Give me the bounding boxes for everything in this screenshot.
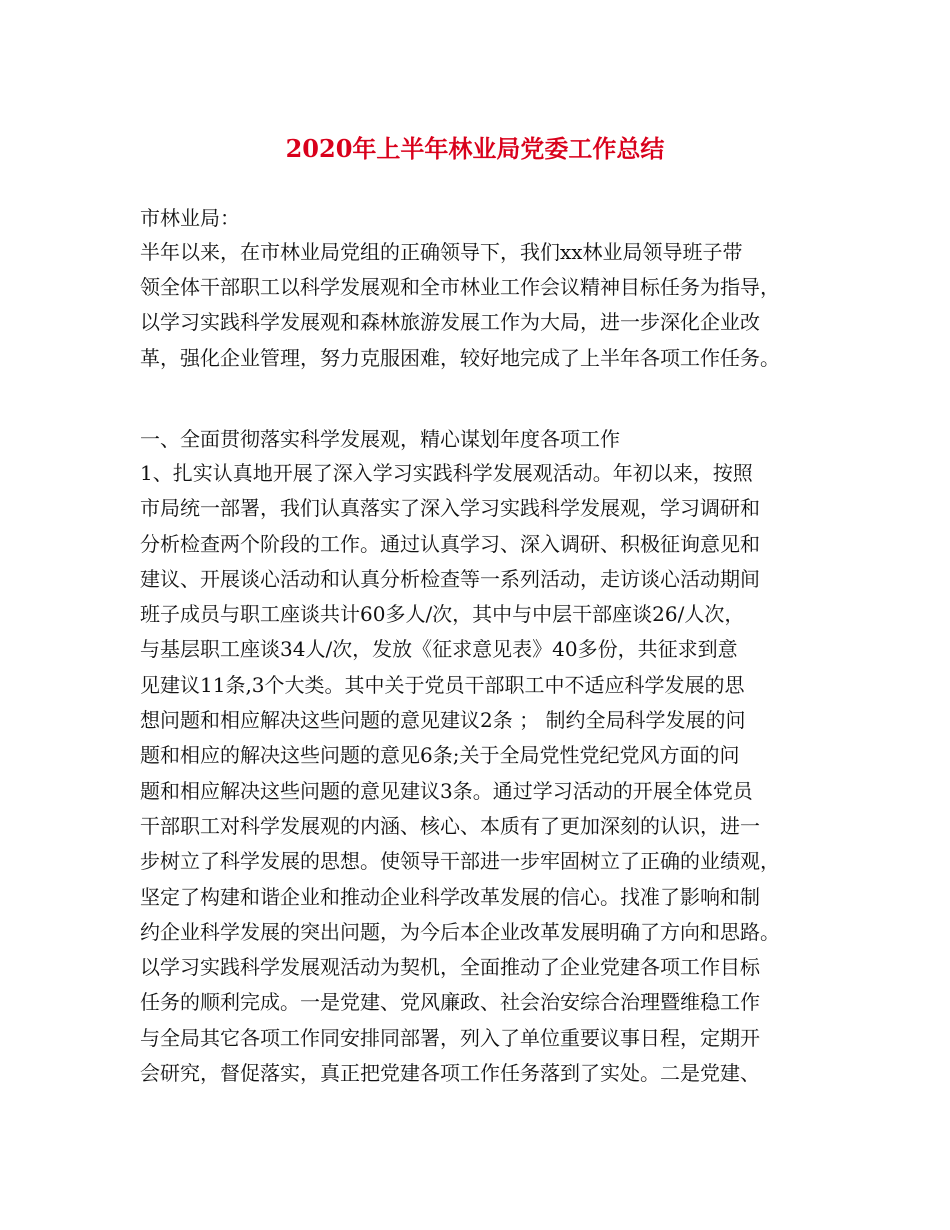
paragraph-line: 约企业科学发展的突出问题，为今后本企业改革发展明确了方向和思路。	[140, 920, 780, 944]
paragraph-line: 以学习实践科学发展观和森林旅游发展工作为大局，进一步深化企业改	[140, 310, 760, 334]
paragraph-line: 革，强化企业管理，努力克服困难，较好地完成了上半年各项工作任务。	[140, 346, 780, 370]
paragraph-line: 题和相应解决这些问题的意见建议3条。通过学习活动的开展全体党员	[140, 779, 753, 803]
paragraph-line: 市林业局：	[140, 206, 240, 230]
paragraph-line: 会研究，督促落实，真正把党建各项工作任务落到了实处。二是党建、	[140, 1061, 760, 1085]
paragraph-line: 1、扎实认真地开展了深入学习实践科学发展观活动。年初以来，按照	[140, 461, 753, 485]
paragraph-line: 分析检查两个阶段的工作。通过认真学习、深入调研、积极征询意见和	[140, 532, 760, 556]
paragraph-line: 与基层职工座谈34人/次，发放《征求意见表》40多份，共征求到意	[140, 637, 738, 661]
paragraph-line: 干部职工对科学发展观的内涵、核心、本质有了更加深刻的认识，进一	[140, 814, 760, 838]
paragraph-line: 步树立了科学发展的思想。使领导干部进一步牢固树立了正确的业绩观，	[140, 849, 780, 873]
paragraph-line: 领全体干部职工以科学发展观和全市林业工作会议精神目标任务为指导，	[140, 275, 780, 299]
paragraph-line: 建议、开展谈心活动和认真分析检查等一系列活动，走访谈心活动期间	[140, 567, 760, 591]
paragraph-line: 坚定了构建和谐企业和推动企业科学改革发展的信心。找准了影响和制	[140, 885, 760, 909]
paragraph-line: 与全局其它各项工作同安排同部署，列入了单位重要议事日程，定期开	[140, 1026, 760, 1050]
paragraph-line: 半年以来，在市林业局党组的正确领导下，我们xx林业局领导班子带	[140, 240, 743, 264]
paragraph-line: 市局统一部署，我们认真落实了深入学习实践科学发展观，学习调研和	[140, 496, 760, 520]
paragraph-line: 一、全面贯彻落实科学发展观，精心谋划年度各项工作	[140, 427, 620, 451]
paragraph-line: 想问题和相应解决这些问题的意见建议2条 ； 制约全局科学发展的问	[140, 708, 746, 732]
paragraph-line: 题和相应的解决这些问题的意见6条;关于全局党性党纪党风方面的问	[140, 743, 740, 767]
paragraph-line: 见建议11条,3个大类。其中关于党员干部职工中不适应科学发展的思	[140, 673, 745, 697]
document-title: 2020年上半年林业局党委工作总结	[285, 134, 665, 163]
paragraph-line: 以学习实践科学发展观活动为契机，全面推动了企业党建各项工作目标	[140, 955, 760, 979]
paragraph-line: 班子成员与职工座谈共计60多人/次，其中与中层干部座谈26/人次，	[140, 602, 745, 626]
paragraph-line: 任务的顺利完成。一是党建、党风廉政、社会治安综合治理暨维稳工作	[140, 990, 760, 1014]
